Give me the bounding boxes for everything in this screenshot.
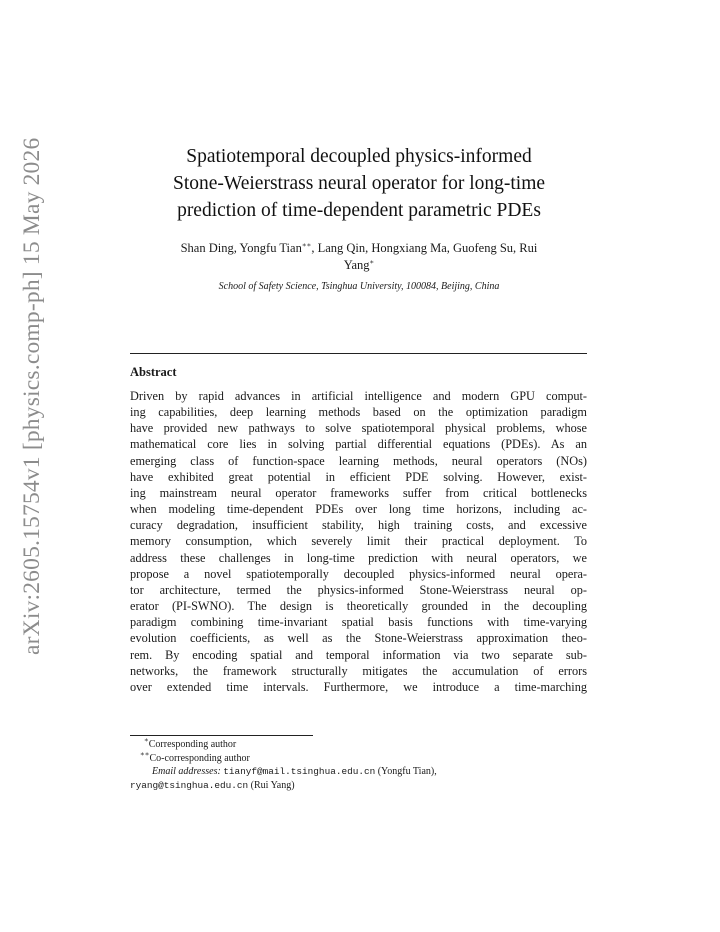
abstract-line: tor architecture, termed the physics-informed Stone-Weierstrass neural op- (130, 582, 587, 597)
title-line: prediction of time-dependent parametric PDEs (177, 200, 541, 221)
abstract-line: Driven by rapid advances in artificial intelligence and modern GPU comput- (130, 389, 587, 403)
title-line: Spatiotemporal decoupled physics-informed (186, 146, 532, 167)
email-link[interactable]: tianyf@mail.tsinghua.edu.cn (223, 766, 376, 777)
abstract-line: propose a novel spatiotemporally decoupled physics-informed neural opera- (130, 566, 587, 581)
title-line: Stone-Weierstrass neural operator for long-time (172, 173, 546, 194)
co-corresponding-mark: ∗∗ (301, 241, 312, 249)
email-owner: (Yongfu Tian), (375, 766, 437, 777)
abstract-line: have provided new pathways to solve spatiotemporal physical problems, whose (130, 421, 587, 436)
arxiv-identifier: arXiv:2605.15754v1 [physics.comp-ph] 15 May 2026 (19, 137, 45, 655)
email-label: Email addresses: (152, 766, 221, 777)
authors-text: Shan Ding, Yongfu Tian (180, 241, 302, 255)
abstract-line: ing capabilities, deep learning methods based on the optimization paradigm (130, 405, 587, 420)
authors-text: , Lang Qin, Hongxiang Ma, Guofeng Su, Rui (311, 241, 538, 255)
author-list (130, 240, 588, 274)
abstract-line: paradigm combining time-invariant spatial basis functions with time-varying (130, 615, 587, 630)
abstract-line: mathematical core lies in solving partial differential equations (PDEs). As an (130, 437, 587, 452)
footnote-divider (130, 735, 313, 736)
abstract-line: networks, the framework structurally mitigates the accumulation of errors (130, 663, 587, 678)
abstract-line: have exhibited great potential in efficient PDE solving. However, exist- (130, 469, 587, 484)
abstract-line: address these challenges in long-time prediction with neural operators, we (130, 550, 587, 565)
footnote-text: Corresponding author (148, 739, 237, 750)
corresponding-mark: ∗ (369, 258, 375, 266)
paper-title (130, 143, 588, 224)
abstract-line: memory consumption, which severely limit their practical deployment. To (130, 534, 587, 549)
footnote-co-corresponding (130, 749, 590, 766)
abstract-body (130, 388, 587, 695)
authors-text: Yang (343, 258, 370, 272)
footnote-corresponding (130, 738, 590, 752)
footnote-mark: ∗∗ (140, 749, 150, 758)
abstract-line: erator (PI-SWNO). The design is theoretically grounded in the decoupling (130, 599, 587, 614)
footnote-emails-cont (130, 779, 590, 793)
abstract-line: emerging class of function-space learning methods, neural operators (NOs) (130, 453, 587, 468)
footnotes (130, 738, 590, 792)
affiliation: School of Safety Science, Tsinghua University, 100084, Beijing, China (218, 281, 500, 292)
footnote-emails (130, 765, 590, 779)
footnote-text: Co-corresponding author (149, 752, 250, 764)
abstract-line: when modeling time-dependent PDEs over long time horizons, including ac- (130, 502, 587, 517)
footnote-mark: ∗ (144, 736, 149, 744)
abstract-line: curacy degradation, insufficient stability, high training costs, and excessive (130, 518, 587, 533)
email-link[interactable]: ryang@tsinghua.edu.cn (130, 779, 249, 791)
abstract-line: ing mainstream neural operator frameworks suffer from critical bottlenecks (130, 485, 587, 500)
email-owner: (Rui Yang) (248, 779, 295, 791)
abstract-line: over extended time intervals. Furthermore, we introduce a time-marching (130, 679, 587, 694)
abstract-line: rem. By encoding spatial and temporal information via two separate sub- (130, 647, 587, 662)
abstract-heading: Abstract (130, 365, 177, 379)
abstract-line: evolution coefficients, as well as the Stone-Weierstrass approximation theo- (130, 631, 587, 646)
divider (130, 353, 587, 354)
